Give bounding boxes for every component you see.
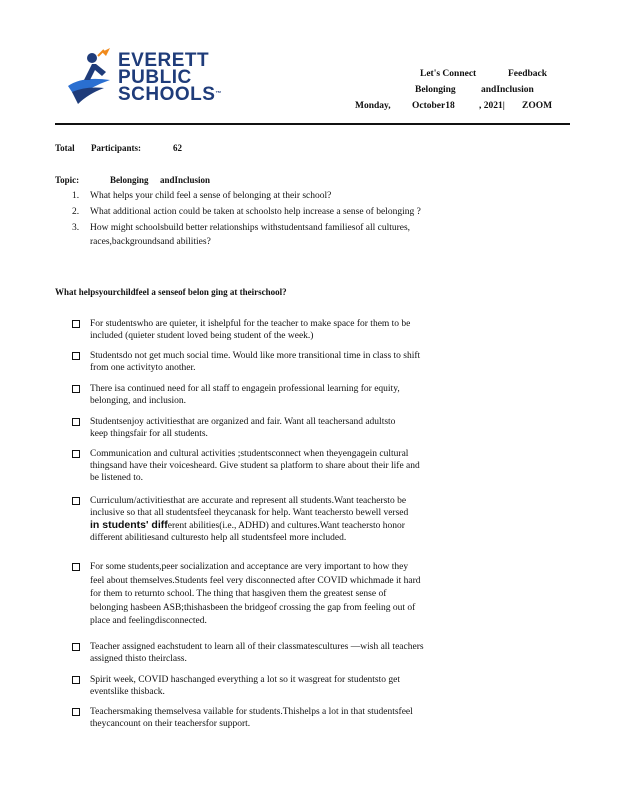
response-line: assigned thisto theirclass.	[90, 654, 187, 664]
checkbox-bullet-icon	[72, 497, 80, 505]
response-line: Communication and cultural activities ;studentsconnect when theyengagein cultural	[90, 449, 409, 459]
question-number: 1.	[72, 191, 80, 201]
participants-count: 62	[173, 143, 182, 153]
checkbox-bullet-icon	[72, 708, 80, 716]
question-number: 3.	[72, 223, 80, 233]
question-number: 2.	[72, 207, 80, 217]
response-line: keep thingsfair for all students.	[90, 429, 208, 439]
topic-part-2: andInclusion	[160, 175, 211, 185]
response-line: theycancount on their teachersfor support.	[90, 719, 251, 729]
header-date: October18	[412, 101, 455, 111]
response-line: different abilitiesand culturesto help all studentsfeel more included.	[90, 533, 347, 543]
response-line: for them to returnto school. The thing that hasgiven them the greatest sense of	[90, 589, 387, 599]
logo-line-3: SCHOOLS	[118, 84, 216, 105]
question-item	[72, 207, 421, 218]
logo-wordmark	[118, 52, 222, 103]
checkbox-bullet-icon	[72, 676, 80, 684]
response-line: Curriculum/activitiesthat are accurate and represent all students.Want teachersto be	[90, 496, 407, 506]
response-line: belonging, and inclusion.	[90, 396, 187, 406]
response-line: from one activityto another.	[90, 363, 196, 373]
logo-line-1: EVERETT	[118, 50, 210, 71]
question-text: How might schoolsbuild better relationships withstudentsand familiesof all cultures,	[90, 223, 411, 233]
response-line: be listened to.	[90, 473, 144, 483]
header-lets-connect: Let's Connect	[420, 69, 477, 79]
response-line: Spirit week, COVID haschanged everything a lot so it wasgreat for studentsto get	[90, 675, 400, 685]
checkbox-bullet-icon	[72, 450, 80, 458]
response-line: Studentsenjoy activitiesthat are organized and fair. Want all teachersand adultsto	[90, 417, 396, 427]
header-feedback: Feedback	[508, 69, 548, 79]
response-line: For studentswho are quieter, it ishelpful for the teacher to make space for them to be	[90, 319, 411, 329]
header-year: , 2021|	[479, 101, 505, 111]
response-line: thingsand have their voicesheard. Give student sa platform to share about their life and	[90, 461, 420, 471]
checkbox-bullet-icon	[72, 352, 80, 360]
participants-label: Participants:	[91, 143, 141, 153]
section-heading: What helpsyourchildfeel a senseof belon ging at theirschool?	[55, 287, 287, 297]
logo-line-2: PUBLIC	[118, 67, 192, 88]
question-item	[72, 223, 410, 234]
logo-trademark: ™	[215, 91, 222, 97]
response-line: included (quieter student loved being student of the week.)	[90, 331, 314, 341]
checkbox-bullet-icon	[72, 385, 80, 393]
header-and-inclusion: andInclusion	[481, 85, 534, 95]
header-day: Monday,	[355, 101, 391, 111]
response-line: place and feelingdisconnected.	[90, 616, 207, 626]
header-belonging: Belonging	[415, 85, 456, 95]
question-text: What helps your child feel a sense of belonging at their school?	[90, 191, 332, 201]
response-line: For some students,peer socialization and acceptance are very important to how they	[90, 562, 409, 572]
response-line: inclusive so that all studentsfeel theycanask for help. Want teachersto bewell versed	[90, 508, 409, 518]
district-logo	[62, 40, 222, 110]
question-text-continued: races,backgroundsand abilities?	[90, 237, 211, 247]
participants-label-total: Total	[55, 143, 75, 153]
response-emphasis: in students' diff	[90, 519, 168, 531]
topic-label: Topic:	[55, 175, 80, 185]
logo-emblem-icon	[62, 46, 118, 108]
question-text: What additional action could be taken at schoolsto help increase a sense of belonging ?	[90, 207, 421, 217]
response-line: There isa continued need for all staff to engagein professional learning for equity,	[90, 384, 400, 394]
topic-part-1: Belonging	[110, 175, 149, 185]
header-zoom: ZOOM	[522, 101, 553, 111]
checkbox-bullet-icon	[72, 320, 80, 328]
checkbox-bullet-icon	[72, 563, 80, 571]
response-line: eventslike thisback.	[90, 687, 165, 697]
response-line: Teachersmaking themselvesa vailable for students.Thishelps a lot in that studentsfeel	[90, 707, 413, 717]
response-line: erent abilities(i.e., ADHD) and cultures.Want teachersto honor	[167, 521, 405, 531]
checkbox-bullet-icon	[72, 418, 80, 426]
question-item	[72, 191, 331, 202]
checkbox-bullet-icon	[72, 643, 80, 651]
response-line: Studentsdo not get much social time. Would like more transitional time in class to shift	[90, 351, 421, 361]
header-divider	[55, 123, 570, 125]
response-line: feel about themselves.Students feel very disconnected after COVID whichmade it hard	[90, 575, 421, 586]
response-line: belonging hasbeen ASB;thishasbeen the bridgeof crossing the gap from feeling out of	[90, 602, 416, 613]
response-line: Teacher assigned eachstudent to learn all of their classmatescultures —wish all teachers	[90, 642, 424, 652]
